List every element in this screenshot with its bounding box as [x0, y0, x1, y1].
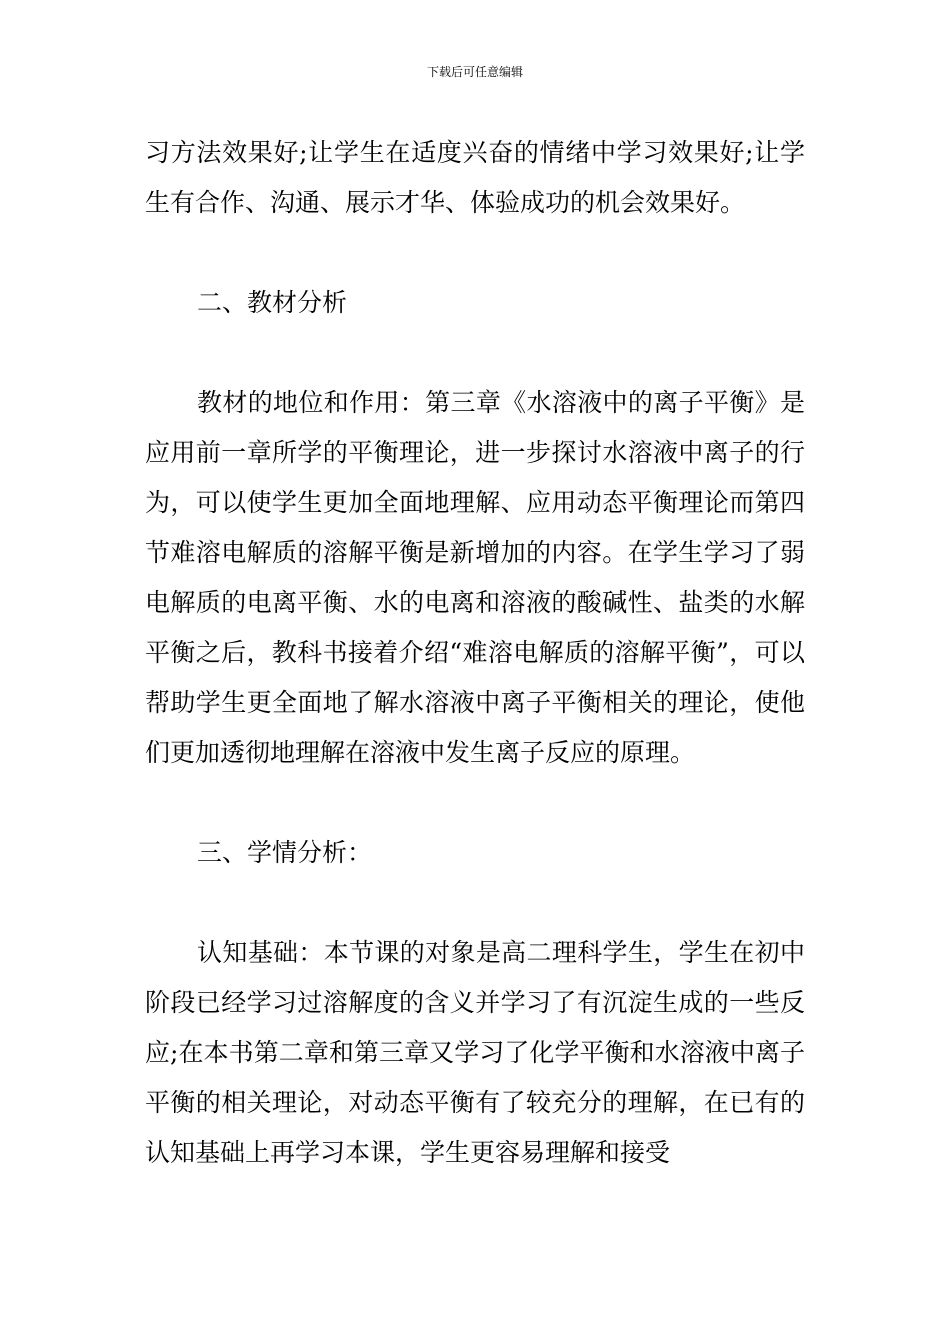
paragraph-textbook-role: 教材的地位和作用：第三章《水溶液中的离子平衡》是应用前一章所学的平衡理论，进一步探讨水溶液中离子的行为，可以使学生更加全面地理解、应用动态平衡理论而第四节难溶电解质的溶解平衡是新增加的内容。在学生学习了弱电解质的电离平衡、水的电离和溶液的酸碱性、盐类的水解平衡之后，教科书接着介绍“难溶电解质的溶解平衡”，可以帮助学生更全面地了解水溶液中离子平衡相关的理论，使他们更加透彻地理解在溶液中发生离子反应的原理。 [145, 388, 805, 767]
section-heading-student-analysis: 三、学情分析： [197, 838, 373, 867]
page-header: 下载后可任意编辑 [426, 65, 523, 79]
paragraph-spacer [145, 328, 805, 378]
paragraph-spacer [145, 778, 805, 828]
paragraph-spacer [145, 228, 805, 278]
paragraph-spacer [145, 878, 805, 928]
document-body [145, 128, 805, 1178]
section-heading-textbook-analysis: 二、教材分析 [197, 288, 348, 317]
paragraph-cognitive-basis: 认知基础：本节课的对象是高二理科学生，学生在初中阶段已经学习过溶解度的含义并学习了有沉淀生成的一些反应;在本书第二章和第三章又学习了化学平衡和水溶液中离子平衡的相关理论，对动态平衡有了较充分的理解，在已有的认知基础上再学习本课，学生更容易理解和接受 [145, 938, 805, 1167]
paragraph-learning-methods: 习方法效果好;让学生在适度兴奋的情绪中学习效果好;让学生有合作、沟通、展示才华、体验成功的机会效果好。 [145, 138, 805, 217]
